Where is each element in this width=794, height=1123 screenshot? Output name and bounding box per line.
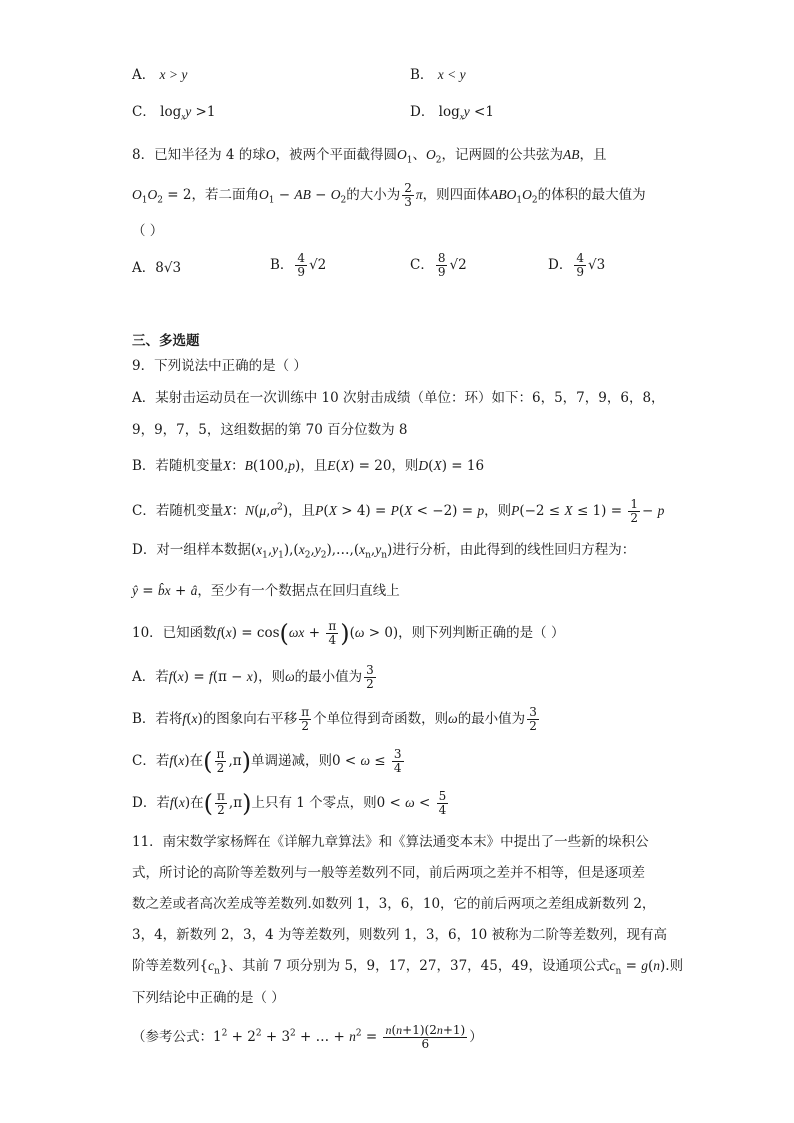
fraction: $\frac{2}{3}$ — [404, 181, 412, 209]
q10-option-a: A．若f(x) = f(π − x)，则ω的最小值为 $\frac{3}{2}$ — [132, 663, 374, 691]
fraction: $\frac{3}{4}$ — [393, 747, 402, 775]
q7-option-d: D． $\log_xy <1$ — [410, 104, 494, 122]
q8-text: ，被两个平面截得圆 — [275, 147, 398, 163]
option-label: B． — [410, 67, 434, 83]
fraction: $\frac{4}{9}$ — [297, 251, 306, 279]
fraction: $\frac{1}{2}$ — [630, 497, 638, 525]
q8-text: ，则四面体 — [422, 187, 491, 203]
q8-option-d: D． $\frac{4}{9}$ √3 — [548, 251, 606, 279]
fraction: $\frac{\pi}{4}$ — [328, 619, 337, 647]
q10-text: 的图象向右平移 — [202, 711, 298, 727]
fraction: $\frac{\pi}{2}$ — [217, 789, 225, 817]
q7-option-b — [410, 66, 466, 84]
q11-line2: 式，所讨论的高阶等差数列与一般等差数列不同，前后两项之差并不相等，但是逐项差 — [132, 865, 645, 881]
q9-text: C．若随机变量 — [132, 503, 224, 519]
option-expr: log — [438, 104, 460, 120]
q11-text: 阶等差数列 — [132, 958, 200, 974]
q10-option-c: C．若f(x)在( $\frac{\pi}{2}$ ,π)单调递减，则0 < ω ≤ $\frac{3}{4}$ — [132, 747, 402, 776]
q11-line3: 数之差或者高次差成等差数列.如数列 1，3，6，10，它的前后两项之差组成新数列 2， — [132, 896, 656, 912]
fraction: $\frac{\pi}{2}$ — [216, 747, 225, 775]
q11-reference-formula: （参考公式：$1^2 + 2^2 + 3^2$ + … + $n^2$ = $\frac{n(n+1)(2n+1)}{6}$ ） — [132, 1023, 483, 1051]
q8-option-c: C． $\frac{8}{9}$ √2 — [410, 251, 467, 279]
q9-text: ，则 — [391, 458, 419, 474]
option-expr: x > y — [159, 67, 188, 82]
q7-option-a — [132, 66, 187, 84]
q11-text: （参考公式： — [132, 1029, 213, 1045]
q9-text: ，且 — [288, 503, 316, 519]
fraction: $\frac{n(n+1)(2n+1)}{6}$ — [385, 1023, 466, 1051]
q10-text: 在 — [189, 753, 204, 769]
q9-option-c: C．若随机变量X：$N(\mu,\sigma^2)$，且P(X > 4) = P(X < −2) = p，则P(−2 ≤ X ≤ 1) = $\frac{1}{2}$ − p — [132, 497, 665, 525]
q8-text: ，且 — [579, 147, 607, 163]
q9-text: B．若随机变量 — [132, 458, 223, 474]
q9-option-d-line1: D．对一组样本数据$(x_1,y_1),(x_2,y_2),\dots,(x_n,y_n)$进行分析，由此得到的线性回归方程为： — [132, 542, 636, 561]
q10-text: 单调递减，则 — [250, 753, 332, 769]
q10-text: 在 — [190, 795, 204, 811]
q8-text: 的大小为 — [346, 187, 401, 203]
q10-text: 的最小值为 — [457, 711, 526, 727]
section-title: 三、多选题 — [132, 333, 200, 349]
option-label: B． — [270, 257, 294, 273]
fraction: $\frac{\pi}{2}$ — [301, 705, 310, 733]
fraction: $\frac{3}{2}$ — [366, 663, 374, 691]
q8-paren — [132, 222, 163, 240]
q10-text: 的最小值为 — [294, 669, 363, 685]
q9-text: 进行分析，由此得到的线性回归方程为： — [392, 542, 636, 558]
option-label: D． — [548, 257, 573, 273]
option-label: A． — [132, 67, 156, 83]
q9-stem: 9．下列说法中正确的是（ ） — [132, 358, 307, 374]
fraction: $\frac{3}{2}$ — [529, 705, 537, 733]
q8-text: 的体积的最大值为 — [537, 187, 646, 203]
q10-text: 10．已知函数 — [132, 625, 217, 641]
q9-text: ，且 — [300, 458, 328, 474]
fraction: $\frac{8}{9}$ — [437, 251, 446, 279]
q10-text: ，则 — [258, 669, 286, 685]
q9-option-b: B．若随机变量X：B(100,p)，且E(X) = 20，则D(X) = 16 — [132, 458, 485, 474]
q11-line4: 3，4，新数列 2，3，4 为等差数列，则数列 1，3，6，10 被称为二阶等差数列，现有高 — [132, 927, 668, 943]
q9-option-d-line2: ŷ = b̂x + â，至少有一个数据点在回归直线上 — [132, 583, 400, 599]
fraction: $\frac{5}{4}$ — [438, 789, 447, 817]
q8-option-b: B． $\frac{4}{9}$ √2 — [270, 251, 327, 279]
q7-option-c: C． $\log_xy >1$ — [132, 104, 216, 122]
answer-paren: （ ） — [132, 223, 164, 239]
option-expr: x < y — [437, 67, 466, 82]
q11-line5: 阶等差数列$\{c_n\}$、其前 7 项分别为 5，9，17，27，37，45，49，设通项公式$c_n = g(n)$.则 — [132, 958, 684, 977]
q10-option-b: B．若将f(x)的图象向右平移 $\frac{\pi}{2}$ 个单位得到奇函数，则ω的最小值为 $\frac{3}{2}$ — [132, 705, 537, 733]
q9-text: ，至少有一个数据点在回归直线上 — [197, 583, 400, 599]
q8-text: 8．已知半径为 4 的球 — [132, 147, 266, 163]
q11-text: .则 — [665, 958, 684, 974]
q9-text: ，则 — [484, 503, 512, 519]
q8-line1: 8．已知半径为 4 的球O，被两个平面截得圆$O_1$、$O_2$，记两圆的公共弦为AB，且 — [132, 147, 607, 166]
q10-option-d: D．若f(x)在( $\frac{\pi}{2}$ ,π)上只有 1 个零点，则0 < ω < $\frac{5}{4}$ — [132, 789, 447, 818]
q8-text: ，记两圆的公共弦为 — [441, 147, 563, 163]
q8-text: ，若二面角 — [191, 187, 259, 203]
option-label: A． — [132, 260, 156, 276]
q8-option-a: A．8√3 — [132, 260, 182, 276]
q10-text: 上只有 1 个零点，则 — [251, 795, 377, 811]
q10-text: A．若 — [132, 669, 169, 685]
option-label: C． — [410, 257, 434, 273]
option-label: C． — [132, 104, 156, 120]
option-label: D． — [410, 104, 435, 120]
q10-stem: 10．已知函数f(x) = cos(ωx + $\frac{\pi}{4}$ )(ω > 0)，则下列判断正确的是（ ） — [132, 619, 565, 648]
q9-option-a-line1: A．某射击运动员在一次训练中 10 次射击成绩（单位：环）如下：6，5，7，9，6，8， — [132, 390, 665, 406]
q11-text: 、其前 7 项分别为 5，9，17，27，37，45，49，设通项公式 — [228, 958, 610, 974]
q10-text: C．若 — [132, 753, 170, 769]
q11-line1: 11．南宋数学家杨辉在《详解九章算法》和《算法通变本末》中提出了一些新的垛积公 — [132, 834, 649, 850]
q10-text: B．若将 — [132, 711, 183, 727]
q10-text: 个单位得到奇函数，则 — [313, 711, 449, 727]
q9-text: D．对一组样本数据 — [132, 542, 251, 558]
q11-text: ） — [469, 1029, 483, 1045]
q11-line6: 下列结论中正确的是（ ） — [132, 990, 285, 1006]
q10-text: ，则下列判断正确的是（ ） — [398, 625, 565, 641]
fraction: $\frac{4}{9}$ — [576, 251, 584, 279]
q8-line2: $O_1O_2 = 2$，若二面角$O_1$ − AB − $O_2$的大小为 $\frac{2}{3}$ π，则四面体$ABO_1O_2$的体积的最大值为 — [132, 181, 646, 209]
q10-text: D．若 — [132, 795, 170, 811]
option-expr: log — [160, 104, 182, 120]
q9-option-a-line2: 9，9，7，5，这组数据的第 70 百分位数为 8 — [132, 422, 408, 438]
